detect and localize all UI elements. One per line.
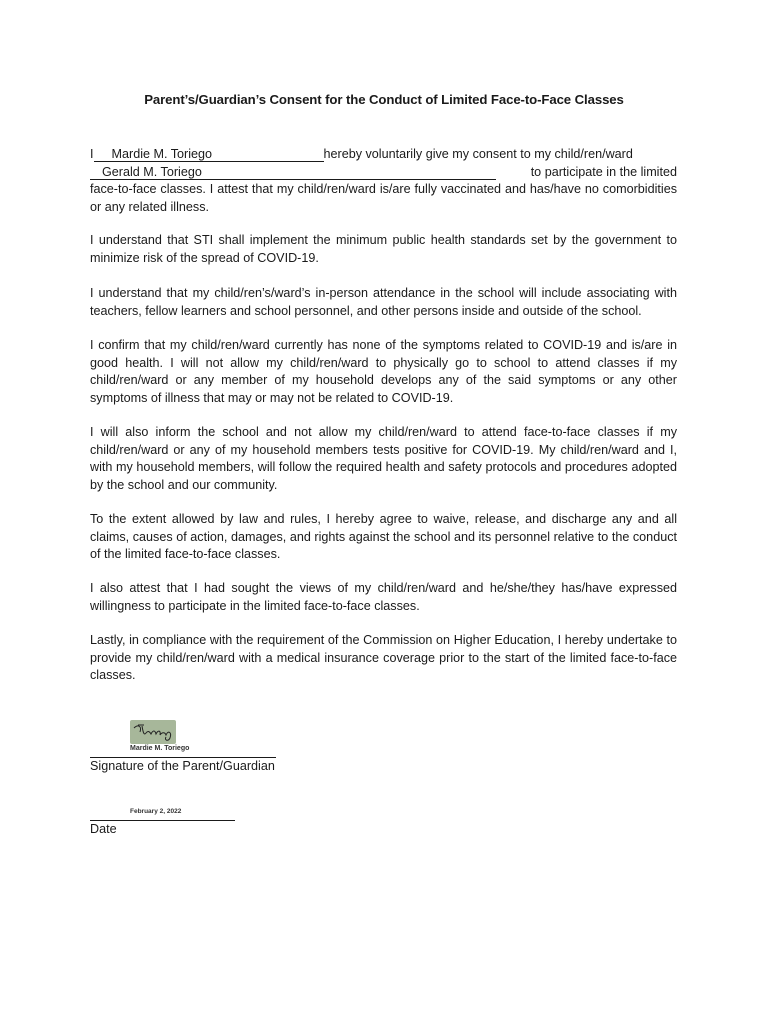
parent-name-field: Mardie M. Toriego — [94, 147, 324, 162]
intro-line-2 — [90, 164, 677, 182]
handwritten-signature-image — [130, 720, 176, 744]
intro-prefix: I — [90, 147, 94, 161]
date-label: Date — [90, 822, 117, 836]
paragraph-child-views: I also attest that I had sought the views of my child/ren/ward and he/she/they has/have expressed willingness to participate in the limited face-to-face classes. — [90, 581, 677, 613]
paragraph-medical-insurance: Lastly, in compliance with the requirement of the Commission on Higher Education, I hereby undertake to provide my child/ren/ward with a medical insurance coverage prior to the start of the limited face-to-face classes. — [90, 633, 677, 683]
intro-line-1 — [90, 146, 677, 164]
paragraph-waiver: To the extent allowed by law and rules, I hereby agree to waive, release, and discharge any and all claims, causes of action, damages, and rights against the school and its personnel relative to the conduct of the limited face-to-face classes. — [90, 512, 677, 562]
signature-line — [90, 757, 276, 758]
intro-after-parent: hereby voluntarily give my consent to my child/ren/ward — [323, 147, 633, 161]
paragraph-health-standards: I understand that STI shall implement the minimum public health standards set by the government to minimize risk of the spread of COVID-19. — [90, 233, 677, 265]
child-name-field: Gerald M. Toriego — [90, 165, 496, 180]
signature-label: Signature of the Parent/Guardian — [90, 759, 275, 773]
intro-after-child: to participate in the limited — [530, 164, 677, 179]
intro-rest: face-to-face classes. I attest that my child/ren/ward is/are fully vaccinated and has/have no comorbidities or any related illness. — [90, 182, 677, 214]
document-title: Parent’s/Guardian’s Consent for the Conduct of Limited Face-to-Face Classes — [144, 92, 624, 107]
paragraph-symptoms-confirmation: I confirm that my child/ren/ward currently has none of the symptoms related to COVID-19 and is/are in good health. I will not allow my child/ren/ward to physically go to school to attend classes if my child/ren/ward or any member of my household develops any of the said symptoms or any other symptoms of illness that may or may not be related to COVID-19. — [90, 338, 677, 405]
signature-printed-name: Mardie M. Toriego — [130, 745, 190, 752]
intro-paragraph — [90, 146, 677, 216]
date-value: February 2, 2022 — [130, 808, 182, 815]
date-line — [90, 820, 235, 821]
paragraph-inform-school: I will also inform the school and not allow my child/ren/ward to attend face-to-face classes if my child/ren/ward or any of my household members tests positive for COVID-19. My child/ren/ward and I, with my household members, will follow the required health and safety protocols and procedures adopted by the school and our community. — [90, 425, 677, 492]
paragraph-in-person-attendance: I understand that my child/ren’s/ward’s in-person attendance in the school will include associating with teachers, fellow learners and school personnel, and other persons inside and outside of the school. — [90, 286, 677, 318]
